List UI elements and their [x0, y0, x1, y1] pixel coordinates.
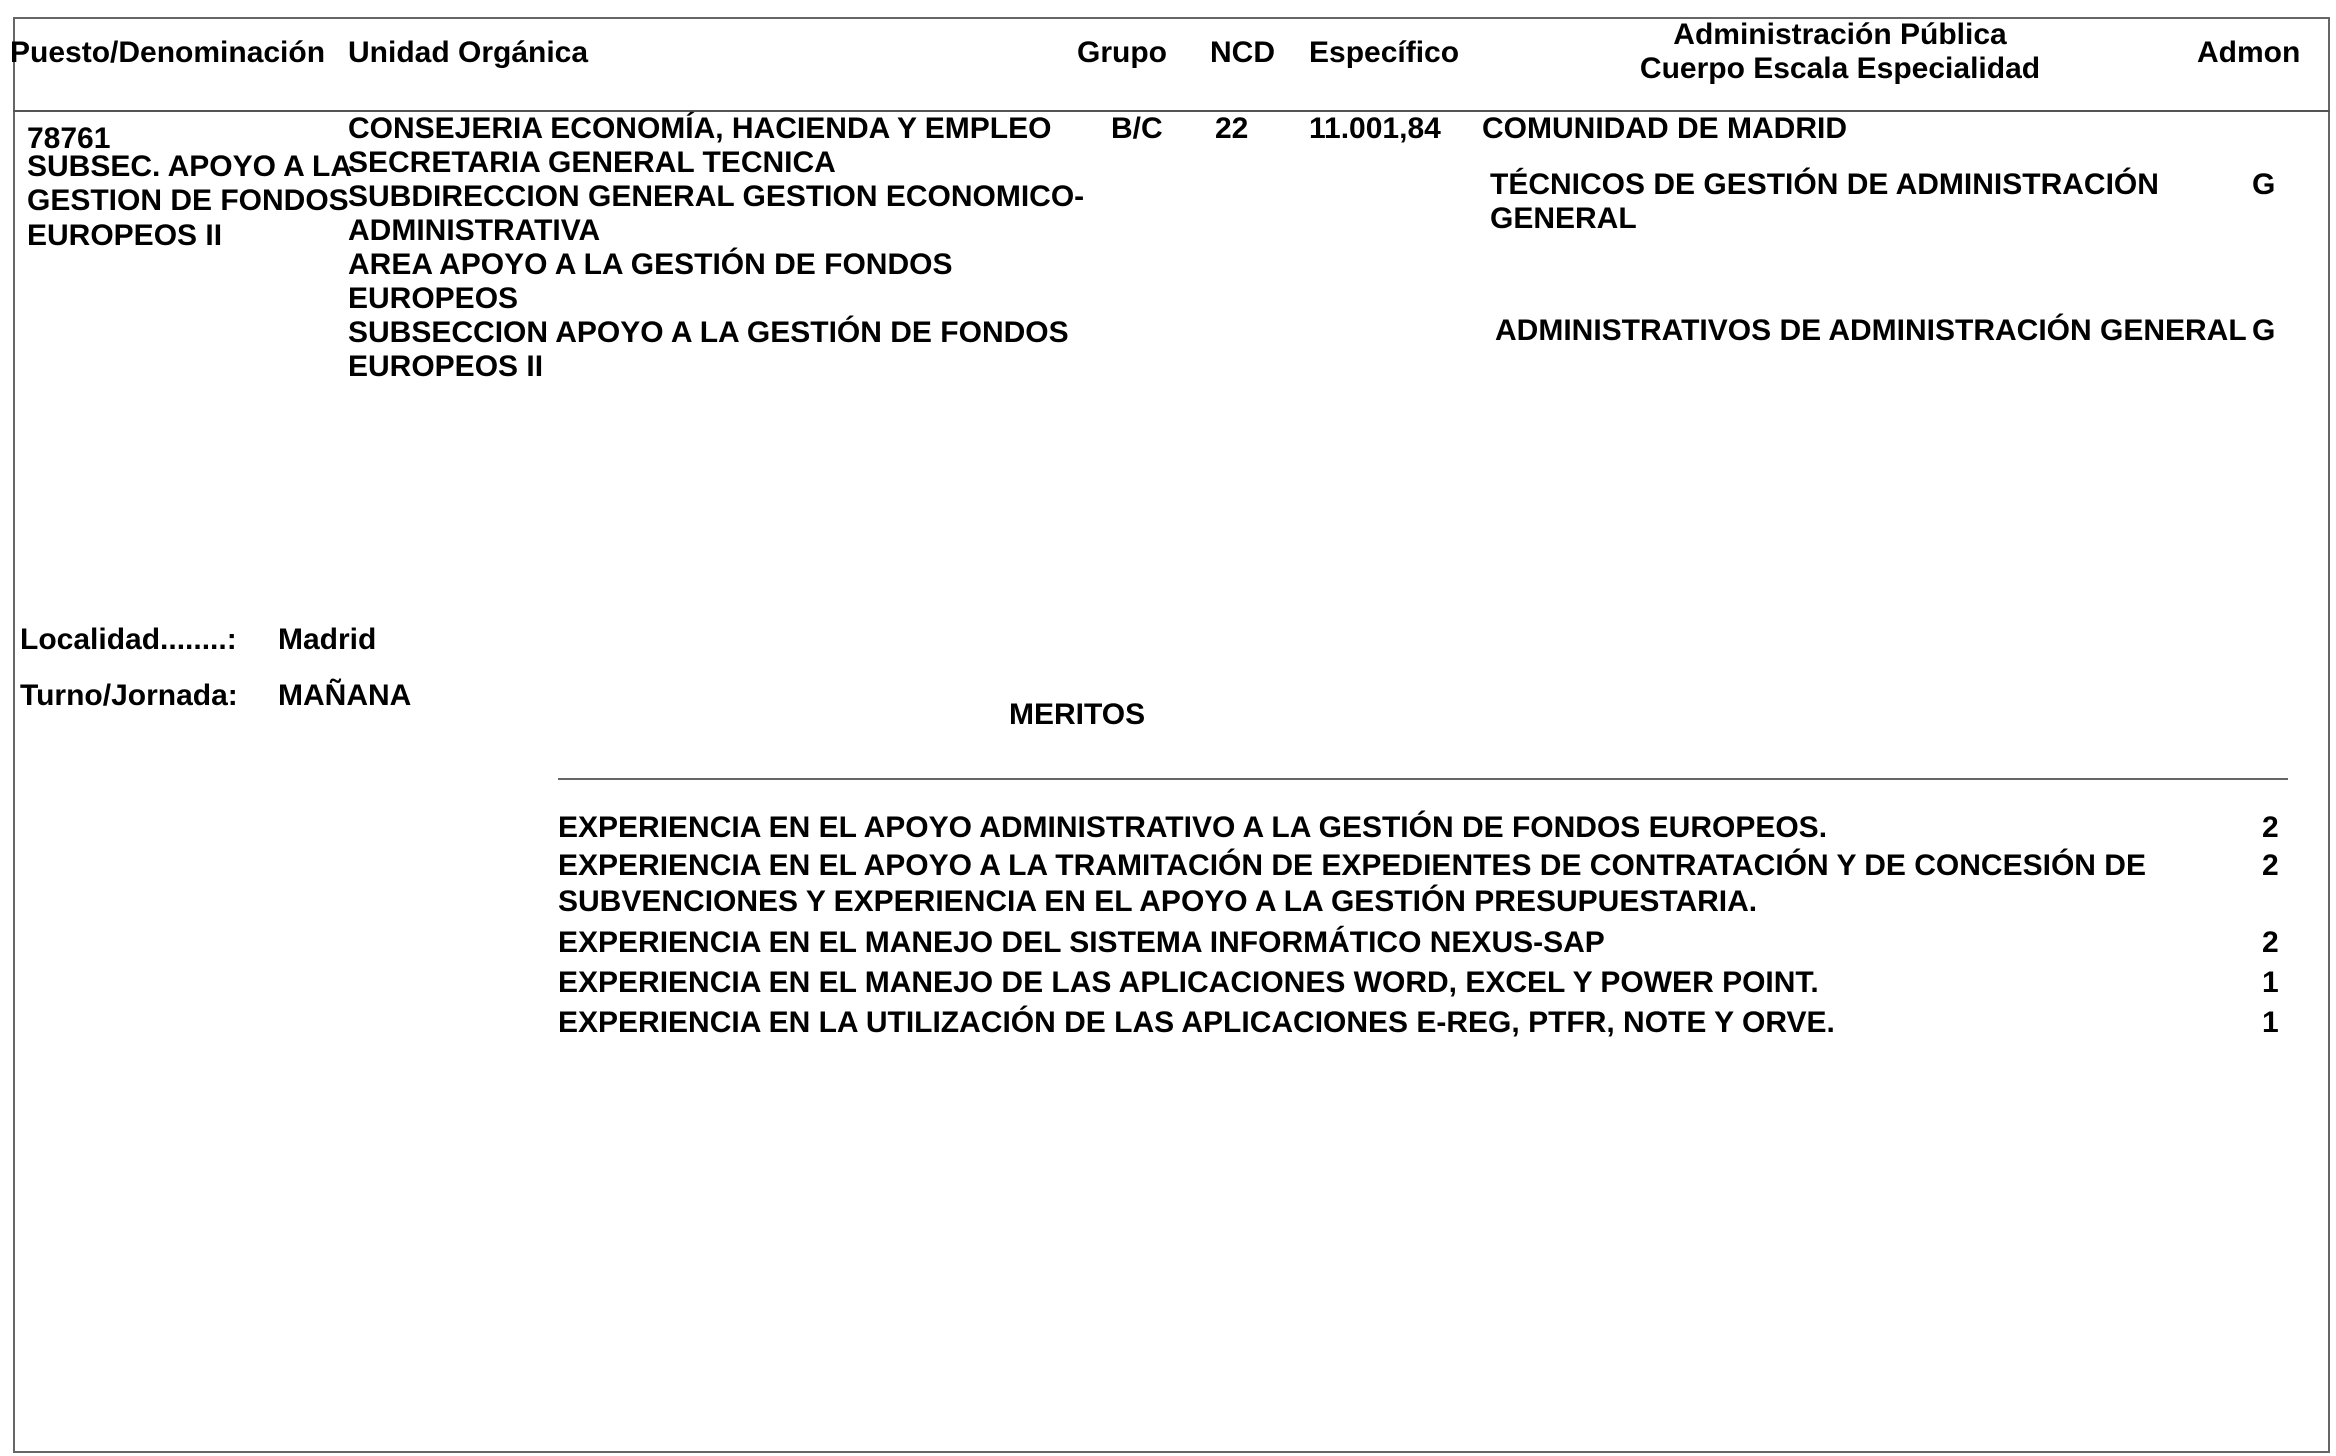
unidad-line-8: EUROPEOS II — [348, 350, 544, 383]
unidad-line-7: SUBSECCION APOYO A LA GESTIÓN DE FONDOS — [348, 316, 1069, 349]
cuerpo-2-admon: G — [2252, 314, 2276, 347]
meritos-divider — [558, 778, 2288, 780]
merito-3-points: 2 — [2262, 926, 2279, 959]
cuerpo-1-admon: G — [2252, 168, 2276, 201]
merito-5-points: 1 — [2262, 1006, 2279, 1039]
merito-2-text-2: SUBVENCIONES Y EXPERIENCIA EN EL APOYO A LA GESTIÓN PRESUPUESTARIA. — [558, 885, 1758, 918]
unidad-line-4: ADMINISTRATIVA — [348, 214, 601, 247]
header-admin-publica: Administración Pública — [1673, 18, 2007, 51]
merito-4-points: 1 — [2262, 966, 2279, 999]
cuerpo-1-line-1: TÉCNICOS DE GESTIÓN DE ADMINISTRACIÓN — [1490, 168, 2159, 201]
merito-1-text: EXPERIENCIA EN EL APOYO ADMINISTRATIVO A LA GESTIÓN DE FONDOS EUROPEOS. — [558, 811, 1828, 844]
grupo-value: B/C — [1111, 112, 1163, 145]
merito-2-text: EXPERIENCIA EN EL APOYO A LA TRAMITACIÓN DE EXPEDIENTES DE CONTRATACIÓN Y DE CONCESIÓN DE — [558, 849, 2146, 882]
especifico-value: 11.001,84 — [1309, 112, 1441, 145]
meritos-title: MERITOS — [1009, 698, 1146, 731]
cuerpo-2-line-1: ADMINISTRATIVOS DE ADMINISTRACIÓN GENERAL — [1495, 314, 2247, 347]
puesto-denominacion-2: GESTION DE FONDOS — [27, 184, 349, 217]
merito-3-text: EXPERIENCIA EN EL MANEJO DEL SISTEMA INFORMÁTICO NEXUS-SAP — [558, 926, 1605, 959]
administracion-value: COMUNIDAD DE MADRID — [1482, 112, 1847, 145]
puesto-denominacion-1: SUBSEC. APOYO A LA — [27, 150, 353, 183]
header-puesto: Puesto/Denominación — [10, 36, 326, 69]
merito-2-points: 2 — [2262, 849, 2279, 882]
merito-1-points: 2 — [2262, 811, 2279, 844]
unidad-line-5: AREA APOYO A LA GESTIÓN DE FONDOS — [348, 248, 953, 281]
unidad-line-6: EUROPEOS — [348, 282, 519, 315]
header-especifico: Específico — [1309, 36, 1460, 69]
unidad-line-3: SUBDIRECCION GENERAL GESTION ECONOMICO- — [348, 180, 1085, 213]
unidad-line-2: SECRETARIA GENERAL TECNICA — [348, 146, 836, 179]
cuerpo-1-line-2: GENERAL — [1490, 202, 1637, 235]
unidad-line-1: CONSEJERIA ECONOMÍA, HACIENDA Y EMPLEO — [348, 112, 1052, 145]
header-admon: Admon — [2197, 36, 2301, 69]
header-unidad: Unidad Orgánica — [348, 36, 589, 69]
ncd-value: 22 — [1215, 112, 1249, 145]
header-ncd: NCD — [1210, 36, 1275, 69]
localidad-value: Madrid — [278, 623, 377, 656]
puesto-codigo: 78761 — [27, 122, 111, 155]
merito-5-text: EXPERIENCIA EN LA UTILIZACIÓN DE LAS APLICACIONES E-REG, PTFR, NOTE Y ORVE. — [558, 1006, 1835, 1039]
turno-value: MAÑANA — [278, 679, 412, 712]
turno-label: Turno/Jornada: — [20, 679, 238, 712]
puesto-denominacion-3: EUROPEOS II — [27, 219, 223, 252]
header-grupo: Grupo — [1077, 36, 1167, 69]
localidad-label: Localidad........: — [20, 623, 237, 656]
merito-4-text: EXPERIENCIA EN EL MANEJO DE LAS APLICACIONES WORD, EXCEL Y POWER POINT. — [558, 966, 1819, 999]
header-cuerpo-escala: Cuerpo Escala Especialidad — [1639, 52, 2041, 85]
